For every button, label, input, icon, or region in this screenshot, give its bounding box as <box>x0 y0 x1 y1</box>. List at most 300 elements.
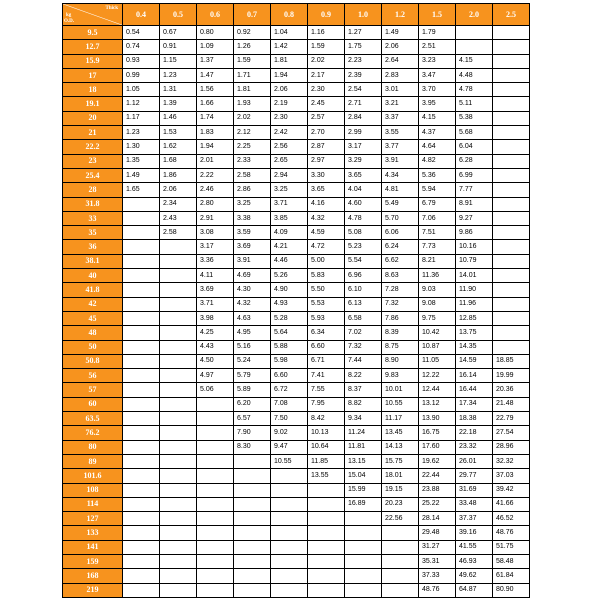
weight-cell <box>197 412 234 426</box>
weight-cell <box>234 554 271 568</box>
weight-cell <box>382 526 419 540</box>
weight-cell <box>160 512 197 526</box>
table-row <box>63 469 530 483</box>
table-row <box>63 68 530 82</box>
od-header: 12.7 <box>63 40 123 54</box>
weight-cell <box>123 426 160 440</box>
weight-cell: 7.77 <box>456 183 493 197</box>
weight-cell: 11.24 <box>345 426 382 440</box>
weight-cell: 1.94 <box>197 140 234 154</box>
weight-cell: 1.16 <box>308 26 345 40</box>
od-header: 89 <box>63 454 123 468</box>
weight-cell: 5.88 <box>271 340 308 354</box>
weight-cell: 2.57 <box>308 111 345 125</box>
weight-cell: 2.91 <box>197 211 234 225</box>
weight-cell: 31.27 <box>419 540 456 554</box>
weight-cell <box>197 397 234 411</box>
weight-cell: 2.23 <box>345 54 382 68</box>
header-row <box>63 4 530 26</box>
weight-cell <box>493 83 530 97</box>
weight-cell <box>123 383 160 397</box>
weight-cell <box>160 397 197 411</box>
weight-cell: 4.69 <box>234 269 271 283</box>
weight-cell: 5.36 <box>419 168 456 182</box>
table-row <box>63 383 530 397</box>
weight-cell: 1.04 <box>271 26 308 40</box>
weight-cell: 1.66 <box>197 97 234 111</box>
od-header: 23 <box>63 154 123 168</box>
weight-cell: 9.02 <box>271 426 308 440</box>
weight-cell <box>493 68 530 82</box>
weight-cell <box>123 526 160 540</box>
weight-cell: 9.08 <box>419 297 456 311</box>
thickness-header: 0.5 <box>160 4 197 26</box>
weight-cell: 5.16 <box>234 340 271 354</box>
weight-cell <box>123 369 160 383</box>
weight-cell <box>123 569 160 583</box>
table-row <box>63 183 530 197</box>
weight-cell: 5.08 <box>345 226 382 240</box>
weight-cell: 7.41 <box>308 369 345 383</box>
weight-cell: 10.79 <box>456 254 493 268</box>
od-header: 219 <box>63 583 123 597</box>
od-header: 42 <box>63 297 123 311</box>
od-header: 57 <box>63 383 123 397</box>
weight-cell: 10.64 <box>308 440 345 454</box>
weight-cell: 6.28 <box>456 154 493 168</box>
weight-cell: 4.59 <box>308 226 345 240</box>
weight-cell <box>160 240 197 254</box>
weight-cell: 8.75 <box>382 340 419 354</box>
weight-cell: 4.09 <box>271 226 308 240</box>
weight-cell: 3.23 <box>419 54 456 68</box>
weight-cell <box>234 469 271 483</box>
weight-cell: 21.48 <box>493 397 530 411</box>
weight-cell <box>160 497 197 511</box>
od-header: 133 <box>63 526 123 540</box>
weight-cell: 4.95 <box>234 326 271 340</box>
od-header: 21 <box>63 126 123 140</box>
weight-cell: 3.95 <box>419 97 456 111</box>
weight-cell: 22.18 <box>456 426 493 440</box>
table-row <box>63 311 530 325</box>
weight-cell: 4.32 <box>234 297 271 311</box>
weight-cell: 6.72 <box>271 383 308 397</box>
weight-cell <box>160 554 197 568</box>
weight-cell <box>123 254 160 268</box>
weight-cell: 2.94 <box>271 168 308 182</box>
weight-cell: 6.04 <box>456 140 493 154</box>
weight-cell: 1.23 <box>123 126 160 140</box>
weight-cell: 4.78 <box>345 211 382 225</box>
weight-cell: 18.01 <box>382 469 419 483</box>
weight-cell: 46.52 <box>493 512 530 526</box>
weight-cell <box>197 569 234 583</box>
table-body <box>63 26 530 598</box>
weight-cell <box>123 440 160 454</box>
weight-cell: 16.75 <box>419 426 456 440</box>
weight-cell: 8.82 <box>345 397 382 411</box>
weight-cell <box>234 483 271 497</box>
table-row <box>63 254 530 268</box>
weight-cell: 15.75 <box>382 454 419 468</box>
weight-cell: 20.36 <box>493 383 530 397</box>
weight-cell: 4.64 <box>419 140 456 154</box>
weight-cell: 4.11 <box>197 269 234 283</box>
table-row <box>63 412 530 426</box>
table-row <box>63 454 530 468</box>
weight-cell: 6.34 <box>308 326 345 340</box>
weight-cell: 11.05 <box>419 354 456 368</box>
od-header: 25.4 <box>63 168 123 182</box>
weight-cell: 5.28 <box>271 311 308 325</box>
od-header: 19.1 <box>63 97 123 111</box>
weight-cell: 7.28 <box>382 283 419 297</box>
weight-cell <box>123 512 160 526</box>
weight-cell <box>160 326 197 340</box>
weight-cell: 9.27 <box>456 211 493 225</box>
weight-cell: 1.93 <box>234 97 271 111</box>
weight-cell: 8.90 <box>382 354 419 368</box>
weight-cell: 5.94 <box>419 183 456 197</box>
weight-cell: 41.55 <box>456 540 493 554</box>
weight-cell: 19.99 <box>493 369 530 383</box>
weight-cell: 13.12 <box>419 397 456 411</box>
weight-cell: 25.22 <box>419 497 456 511</box>
weight-cell: 4.25 <box>197 326 234 340</box>
weight-cell: 6.96 <box>345 269 382 283</box>
weight-cell <box>234 583 271 597</box>
weight-cell <box>197 512 234 526</box>
weight-cell <box>160 269 197 283</box>
weight-cell: 4.72 <box>308 240 345 254</box>
weight-cell: 1.59 <box>308 40 345 54</box>
weight-cell <box>493 197 530 211</box>
weight-cell <box>234 526 271 540</box>
weight-cell: 2.58 <box>160 226 197 240</box>
weight-cell: 4.78 <box>456 83 493 97</box>
weight-cell: 1.46 <box>160 111 197 125</box>
weight-cell: 2.45 <box>308 97 345 111</box>
weight-cell <box>308 526 345 540</box>
weight-cell: 8.39 <box>382 326 419 340</box>
weight-cell: 3.17 <box>197 240 234 254</box>
weight-cell <box>197 583 234 597</box>
weight-cell <box>382 540 419 554</box>
weight-cell: 3.91 <box>234 254 271 268</box>
weight-cell: 2.01 <box>197 154 234 168</box>
weight-cell: 49.62 <box>456 569 493 583</box>
weight-cell: 2.17 <box>308 68 345 82</box>
weight-cell: 28.96 <box>493 440 530 454</box>
weight-cell <box>493 269 530 283</box>
weight-cell: 5.11 <box>456 97 493 111</box>
weight-cell: 1.81 <box>234 83 271 97</box>
od-header: 18 <box>63 83 123 97</box>
weight-cell: 9.03 <box>419 283 456 297</box>
weight-cell: 1.39 <box>160 97 197 111</box>
weight-cell: 1.59 <box>234 54 271 68</box>
weight-cell: 4.15 <box>419 111 456 125</box>
weight-cell <box>308 483 345 497</box>
od-header: 168 <box>63 569 123 583</box>
weight-cell <box>308 497 345 511</box>
weight-cell: 2.02 <box>234 111 271 125</box>
weight-cell: 7.55 <box>308 383 345 397</box>
table-row <box>63 297 530 311</box>
weight-cell: 13.90 <box>419 412 456 426</box>
weight-cell: 4.37 <box>419 126 456 140</box>
weight-cell <box>234 454 271 468</box>
weight-cell <box>271 583 308 597</box>
table-row <box>63 154 530 168</box>
weight-cell: 1.49 <box>382 26 419 40</box>
weight-cell: 2.99 <box>345 126 382 140</box>
weight-cell: 64.87 <box>456 583 493 597</box>
weight-cell <box>493 254 530 268</box>
weight-cell: 1.81 <box>271 54 308 68</box>
weight-cell: 28.14 <box>419 512 456 526</box>
weight-cell: 3.25 <box>234 197 271 211</box>
weight-cell: 1.12 <box>123 97 160 111</box>
weight-cell: 1.75 <box>345 40 382 54</box>
od-header: 80 <box>63 440 123 454</box>
weight-cell: 4.15 <box>456 54 493 68</box>
weight-cell: 5.98 <box>271 354 308 368</box>
weight-cell: 3.30 <box>308 168 345 182</box>
od-header: 114 <box>63 497 123 511</box>
weight-cell <box>160 383 197 397</box>
weight-cell: 6.06 <box>382 226 419 240</box>
weight-cell: 5.50 <box>308 283 345 297</box>
weight-cell: 15.99 <box>345 483 382 497</box>
weight-cell <box>123 211 160 225</box>
od-header: 127 <box>63 512 123 526</box>
od-header: 60 <box>63 397 123 411</box>
weight-cell <box>123 226 160 240</box>
od-header: 9.5 <box>63 26 123 40</box>
weight-cell <box>271 512 308 526</box>
od-header: 141 <box>63 540 123 554</box>
weight-cell: 1.27 <box>345 26 382 40</box>
weight-cell: 27.54 <box>493 426 530 440</box>
weight-cell: 22.56 <box>382 512 419 526</box>
weight-cell: 3.36 <box>197 254 234 268</box>
table-row <box>63 83 530 97</box>
weight-cell <box>345 540 382 554</box>
weight-cell <box>160 526 197 540</box>
weight-cell: 8.91 <box>456 197 493 211</box>
weight-cell: 3.59 <box>234 226 271 240</box>
weight-cell: 14.13 <box>382 440 419 454</box>
weight-cell: 1.56 <box>197 83 234 97</box>
weight-cell <box>493 183 530 197</box>
weight-cell: 1.31 <box>160 83 197 97</box>
weight-cell: 0.91 <box>160 40 197 54</box>
weight-cell <box>123 397 160 411</box>
weight-cell: 1.15 <box>160 54 197 68</box>
weight-cell <box>382 554 419 568</box>
table-row <box>63 512 530 526</box>
weight-cell: 5.83 <box>308 269 345 283</box>
table-row <box>63 240 530 254</box>
thickness-header: 0.7 <box>234 4 271 26</box>
weight-cell: 37.03 <box>493 469 530 483</box>
weight-cell: 6.71 <box>308 354 345 368</box>
weight-cell <box>197 540 234 554</box>
thickness-header: 0.6 <box>197 4 234 26</box>
weight-cell: 23.88 <box>419 483 456 497</box>
weight-cell: 58.48 <box>493 554 530 568</box>
table-row <box>63 26 530 40</box>
weight-cell: 18.85 <box>493 354 530 368</box>
weight-cell <box>345 526 382 540</box>
weight-cell <box>197 497 234 511</box>
weight-cell <box>271 569 308 583</box>
weight-cell: 23.32 <box>456 440 493 454</box>
weight-cell: 16.89 <box>345 497 382 511</box>
weight-cell <box>382 569 419 583</box>
weight-cell: 2.30 <box>271 111 308 125</box>
weight-cell: 10.87 <box>419 340 456 354</box>
weight-cell: 2.34 <box>160 197 197 211</box>
weight-cell <box>160 469 197 483</box>
weight-cell: 4.50 <box>197 354 234 368</box>
weight-cell: 4.16 <box>308 197 345 211</box>
weight-cell: 2.58 <box>234 168 271 182</box>
weight-cell <box>160 254 197 268</box>
weight-cell: 32.32 <box>493 454 530 468</box>
weight-cell: 48.76 <box>419 583 456 597</box>
weight-cell: 35.31 <box>419 554 456 568</box>
weight-cell: 7.73 <box>419 240 456 254</box>
weight-cell: 3.08 <box>197 226 234 240</box>
weight-cell: 3.77 <box>382 140 419 154</box>
od-header: 33 <box>63 211 123 225</box>
weight-cell <box>493 40 530 54</box>
weight-cell: 4.48 <box>456 68 493 82</box>
table-row <box>63 569 530 583</box>
table-row <box>63 111 530 125</box>
od-header: 48 <box>63 326 123 340</box>
weight-cell: 7.95 <box>308 397 345 411</box>
weight-cell <box>308 512 345 526</box>
table-row <box>63 40 530 54</box>
weight-cell: 48.76 <box>493 526 530 540</box>
weight-cell <box>308 583 345 597</box>
weight-cell: 2.42 <box>271 126 308 140</box>
weight-cell <box>123 483 160 497</box>
weight-cell: 7.44 <box>345 354 382 368</box>
weight-cell: 10.55 <box>271 454 308 468</box>
thickness-header: 1.2 <box>382 4 419 26</box>
od-header: 15.9 <box>63 54 123 68</box>
weight-cell: 26.01 <box>456 454 493 468</box>
table-row <box>63 140 530 154</box>
weight-cell: 14.59 <box>456 354 493 368</box>
od-header: 31.8 <box>63 197 123 211</box>
weight-cell: 11.85 <box>308 454 345 468</box>
weight-cell <box>160 426 197 440</box>
weight-cell <box>160 340 197 354</box>
weight-cell: 1.17 <box>123 111 160 125</box>
weight-cell: 9.86 <box>456 226 493 240</box>
weight-cell <box>197 526 234 540</box>
thickness-header: 1.0 <box>345 4 382 26</box>
table-row <box>63 226 530 240</box>
weight-cell: 5.23 <box>345 240 382 254</box>
weight-cell: 3.71 <box>197 297 234 311</box>
weight-cell <box>160 354 197 368</box>
weight-cell: 4.90 <box>271 283 308 297</box>
weight-cell: 1.09 <box>197 40 234 54</box>
weight-cell: 2.12 <box>234 126 271 140</box>
table-row <box>63 283 530 297</box>
weight-cell <box>160 440 197 454</box>
weight-cell <box>197 469 234 483</box>
weight-cell: 2.22 <box>197 168 234 182</box>
weight-cell: 11.17 <box>382 412 419 426</box>
weight-cell <box>123 297 160 311</box>
weight-table <box>62 3 530 598</box>
weight-cell: 7.32 <box>345 340 382 354</box>
weight-cell: 4.43 <box>197 340 234 354</box>
weight-cell <box>308 569 345 583</box>
weight-cell: 3.71 <box>271 197 308 211</box>
weight-cell: 4.04 <box>345 183 382 197</box>
weight-cell: 2.80 <box>197 197 234 211</box>
weight-cell: 2.71 <box>345 97 382 111</box>
weight-cell <box>160 454 197 468</box>
weight-cell <box>271 526 308 540</box>
weight-cell <box>493 54 530 68</box>
weight-cell: 12.22 <box>419 369 456 383</box>
table-row <box>63 554 530 568</box>
weight-cell <box>123 197 160 211</box>
od-header: 20 <box>63 111 123 125</box>
weight-cell: 11.36 <box>419 269 456 283</box>
weight-cell: 7.02 <box>345 326 382 340</box>
weight-cell: 1.94 <box>271 68 308 82</box>
weight-cell: 6.10 <box>345 283 382 297</box>
table-row <box>63 426 530 440</box>
weight-cell: 9.34 <box>345 412 382 426</box>
weight-cell: 4.21 <box>271 240 308 254</box>
weight-cell: 46.93 <box>456 554 493 568</box>
weight-cell <box>271 483 308 497</box>
weight-cell: 1.26 <box>234 40 271 54</box>
weight-cell: 4.81 <box>382 183 419 197</box>
table-row <box>63 168 530 182</box>
weight-cell: 5.68 <box>456 126 493 140</box>
weight-cell: 10.01 <box>382 383 419 397</box>
weight-cell: 2.46 <box>197 183 234 197</box>
weight-cell: 12.85 <box>456 311 493 325</box>
weight-cell: 5.79 <box>234 369 271 383</box>
weight-cell: 3.29 <box>345 154 382 168</box>
weight-cell: 7.86 <box>382 311 419 325</box>
weight-cell: 3.38 <box>234 211 271 225</box>
weight-cell: 2.97 <box>308 154 345 168</box>
table-row <box>63 54 530 68</box>
weight-cell: 4.34 <box>382 168 419 182</box>
weight-cell <box>160 483 197 497</box>
weight-cell: 1.37 <box>197 54 234 68</box>
weight-cell <box>123 497 160 511</box>
weight-cell <box>493 211 530 225</box>
weight-cell: 6.20 <box>234 397 271 411</box>
weight-cell: 17.34 <box>456 397 493 411</box>
